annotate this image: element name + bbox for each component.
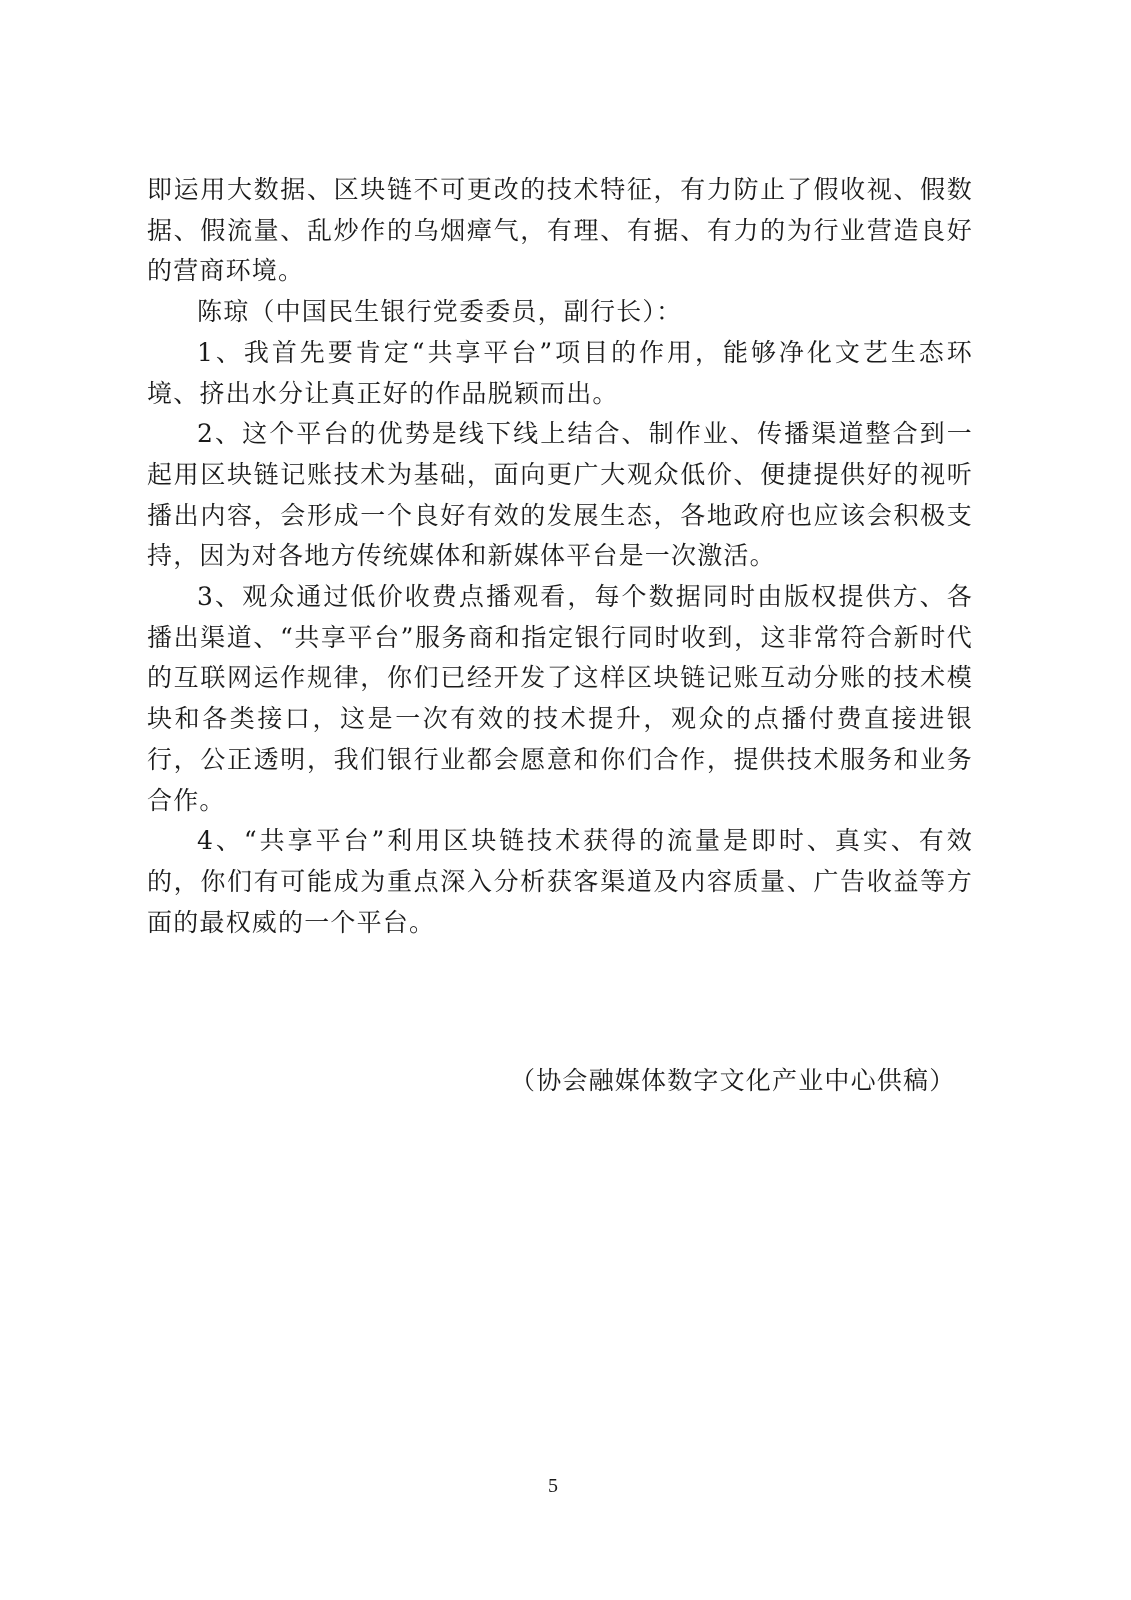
paragraph-point-2: 2、这个平台的优势是线下线上结合、制作业、传播渠道整合到一起用区块链记账技术为基础，面向更广大观众低价、便捷提供好的视听播出内容，会形成一个良好有效的发展生态，各地政府也应该会积极支持，因为对各地方传统媒体和新媒体平台是一次激活。 [147,419,973,571]
paragraph-point-4: 4、“共享平台”利用区块链技术获得的流量是即时、真实、有效的，你们有可能成为重点深入分析获客渠道及内容质量、广告收益等方面的最权威的一个平台。 [147,826,973,937]
paragraph-point-1: 1、我首先要肯定“共享平台”项目的作用，能够净化文艺生态环境、挤出水分让真正好的作品脱颖而出。 [147,337,973,408]
paragraph-continuation: 即运用大数据、区块链不可更改的技术特征，有力防止了假收视、假数据、假流量、乱炒作的乌烟瘴气，有理、有据、有力的为行业营造良好的营商环境。 [147,175,973,286]
paragraph-point-3: 3、观众通过低价收费点播观看，每个数据同时由版权提供方、各播出渠道、“共享平台”服务商和指定银行同时收到，这非常符合新时代的互联网运作规律，你们已经开发了这样区块链记账互动分账的技术模块和各类接口，这是一次有效的技术提升，观众的点播付费直接进银行，公正透明，我们银行业都会愿意和你们合作，提供技术服务和业务合作。 [147,582,973,815]
body-text [147,170,973,943]
speaker-heading: 陈琼（中国民生银行党委委员，副行长）： [197,297,683,327]
page-number: 5 [548,1475,558,1497]
source-note: （协会融媒体数字文化产业中心供稿） [510,1066,956,1095]
